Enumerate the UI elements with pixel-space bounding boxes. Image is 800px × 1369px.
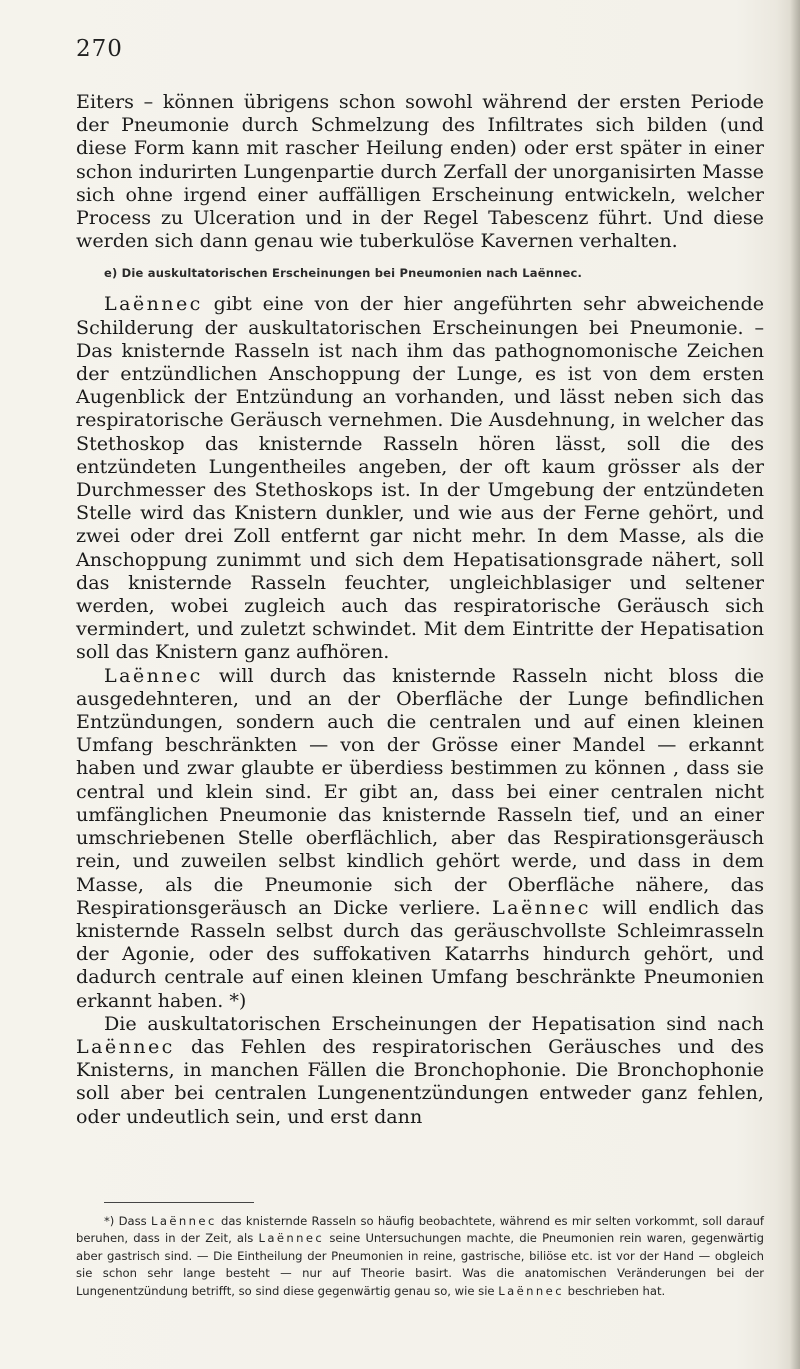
paragraph-text: will durch das knisternde Rasseln nicht bloss die ausgedehnteren, und an der Oberfläche der Lunge befindlichen Entzündungen, sondern auch die centralen und auf einen kleinen Umfang beschränkten — von der Grösse einer Mandel — erkannt haben und zwar glaubte er überdiess bestimmen zu können , dass sie central und klein sind. Er gibt an, dass bei einer centralen nicht umfänglichen Pneumonie das knisternde Rasseln tief, und an einer umschriebenen Stelle oberflächlich, aber das Respirationsgeräusch rein, und zuweilen selbst kindlich gehört werde, und dass in dem Masse, als die Pneumonie sich der Oberfläche nähere, das Respirationsgeräusch an Dicke verliere. xyxy=(76,663,764,919)
footnote xyxy=(76,1213,764,1300)
paragraph-hepatisation xyxy=(76,1012,764,1128)
author-name: Laënnec xyxy=(104,663,203,687)
author-name: Laënnec xyxy=(151,1214,217,1228)
footnote-text: *) Dass xyxy=(104,1214,152,1228)
paragraph-text: will endlich das knisternde Rasseln selbst durch das geräuschvollste Schleimrasseln der Agonie, oder des suffokativen Katarrhs hindurch gehört, und dadurch centrale auf einen kleinen Umfang beschränkte Pneumonien erkannt haben. *) xyxy=(76,895,764,1012)
paragraph-laennec-central xyxy=(76,664,764,1012)
author-name: Laënnec xyxy=(76,1034,175,1058)
paragraph-continuation: Eiters – können übrigens schon sowohl während der ersten Periode der Pneumonie durch Schmelzung des Infiltrates sich bilden (und diese Form kann mit rascher Heilung enden) oder erst später in einer schon indurirten Lungenpartie durch Zerfall der unorganisirten Masse sich ohne irgend einer auffälligen Erscheinung entwickeln, welcher Process zu Ulceration und in der Regel Tabescenz führt. Und diese werden sich dann genau wie tuberkulöse Kavernen verhalten. xyxy=(76,90,764,253)
paragraph-text: gibt eine von der hier angeführten sehr abweichende Schilderung der auskultatorischen Erscheinungen bei Pneumonie. – Das knisternde Rasseln ist nach ihm das pathognomonische Zeichen der entzündlichen Anschoppung der Lunge, es ist von dem ersten Augenblick der Entzündung an vorhanden, und lässt neben sich das respiratorische Geräusch vernehmen. Die Ausdehnung, in welcher das Stethoskop das knisternde Rasseln hören lässt, soll die des entzündeten Lungentheiles angeben, der oft kaum grösser als der Durchmesser des Stethoskops ist. In der Umgebung der entzündeten Stelle wird das Knistern dunkler, und wie aus der Ferne gehört, und zwei oder drei Zoll entfernt gar nicht mehr. In dem Masse, als die Anschoppung zunimmt und sich dem Hepatisationsgrade nähert, soll das knisternde Rasseln feuchter, ungleichblasiger und seltener werden, wobei zugleich auch das respiratorische Geräusch sich vermindert, und zuletzt schwindet. Mit dem Eintritte der Hepatisation soll das Knistern ganz aufhören. xyxy=(76,292,764,664)
author-name: Laënnec xyxy=(258,1231,325,1246)
footnote-text: seine Untersuchungen machte, die Pneumonien rein waren, gegenwärtig aber gastrisch sind. — Die Eintheilung der Pneumonien in reine, gastrische, biliöse etc. ist vor der Hand — obgleich sie schon sehr lange besteht — nur auf Theorie basirt. Was die anatomischen Veränderungen bei der Lungenentzündung betrifft, so sind diese gegenwärtig genau so, wie sie xyxy=(76,1231,765,1298)
paragraph-text: Die auskultatorischen Erscheinungen der Hepatisation sind nach xyxy=(104,1011,764,1035)
author-name: Laënnec xyxy=(498,1283,564,1298)
author-name: Laënnec xyxy=(492,895,591,919)
main-text xyxy=(76,90,764,1128)
section-heading: e) Die auskultatorischen Erscheinungen bei Pneumonien nach Laënnec. xyxy=(104,266,583,281)
footnote-divider xyxy=(104,1202,254,1203)
page-number: 270 xyxy=(76,36,123,62)
footnote-text: beschrieben hat. xyxy=(563,1283,666,1298)
page-edge-shadow xyxy=(790,0,800,1369)
footnote-text: das knisternde Rasseln so häufig beobachtete, während es mir selten vorkommt, soll darauf beruhen, dass in der Zeit, als xyxy=(76,1214,764,1246)
paragraph-text: das Fehlen des respiratorischen Geräusches und des Knisterns, in manchen Fällen die Bronchophonie. Die Bronchophonie soll aber bei centralen Lungenentzündungen entweder ganz fehlen, oder undeutlich sein, und erst dann xyxy=(76,1034,764,1128)
paragraph-laennec-description xyxy=(76,292,764,663)
author-name: Laënnec xyxy=(104,292,203,316)
